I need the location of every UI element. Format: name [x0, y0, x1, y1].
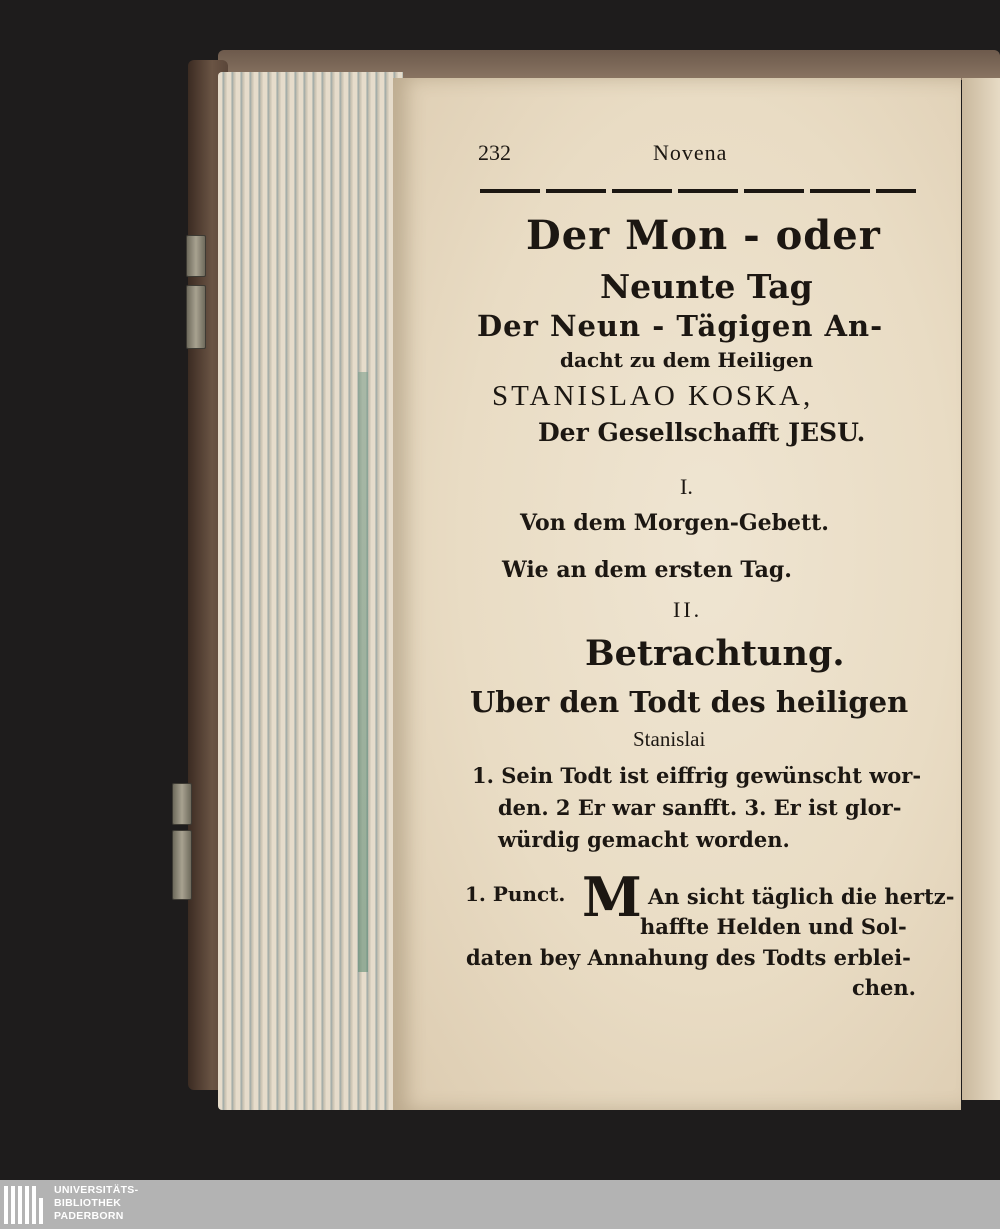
library-footer: [0, 1180, 1000, 1229]
library-name-line-1: UNIVERSITÄTS-: [54, 1184, 139, 1196]
drop-cap: M: [582, 865, 642, 929]
body-line-3: daten bey Annahung des Todts erblei-: [466, 945, 911, 970]
header-rule: [480, 189, 916, 193]
library-logo-icon: [2, 1182, 46, 1227]
running-head: Novena: [653, 140, 728, 165]
section-1-heading: Von dem Morgen-Gebett.: [520, 510, 829, 536]
library-name: [54, 1184, 138, 1223]
points-line-3: würdig gemacht worden.: [498, 827, 790, 852]
clasp-upper-hinge: [186, 285, 206, 349]
punct-label: 1. Punct.: [465, 882, 566, 906]
body-line-4: chen.: [852, 975, 916, 1000]
clasp-lower-hinge: [172, 830, 192, 900]
points-line-1: 1. Sein Todt ist eiffrig gewünscht wor-: [472, 763, 922, 788]
title-line-1: Der Mon - oder: [526, 212, 881, 259]
clasp-lower: [172, 783, 192, 825]
facing-page-edge: [962, 78, 1000, 1100]
body-line-1: An sicht täglich die hertz-: [648, 884, 955, 909]
section-2-numeral: II.: [673, 597, 703, 622]
section-2-subheading-name: Stanislai: [633, 727, 706, 751]
library-name-line-3: PADERBORN: [54, 1210, 124, 1222]
section-2-heading: Betrachtung.: [585, 633, 845, 674]
library-name-line-2: BIBLIOTHEK: [54, 1197, 122, 1209]
clasp-upper: [186, 235, 206, 277]
page-edges: [218, 72, 403, 1110]
section-2-subheading: Uber den Todt des heiligen: [470, 685, 909, 719]
subtitle-line-3: STANISLAO KOSKA,: [492, 380, 814, 412]
section-1-numeral: I.: [680, 474, 693, 499]
points-line-2: den. 2 Er war sanfft. 3. Er ist glor-: [498, 795, 902, 820]
section-1-note: Wie an dem ersten Tag.: [502, 557, 792, 583]
page-number: 232: [478, 140, 511, 165]
subtitle-line-2: dacht zu dem Heiligen: [560, 348, 814, 372]
subtitle-line-1: Der Neun - Tägigen An-: [477, 309, 884, 343]
body-line-2: haffte Helden und Sol-: [640, 914, 907, 939]
subtitle-line-4: Der Gesellschafft JESU.: [538, 418, 866, 447]
title-line-2: Neunte Tag: [600, 267, 813, 306]
